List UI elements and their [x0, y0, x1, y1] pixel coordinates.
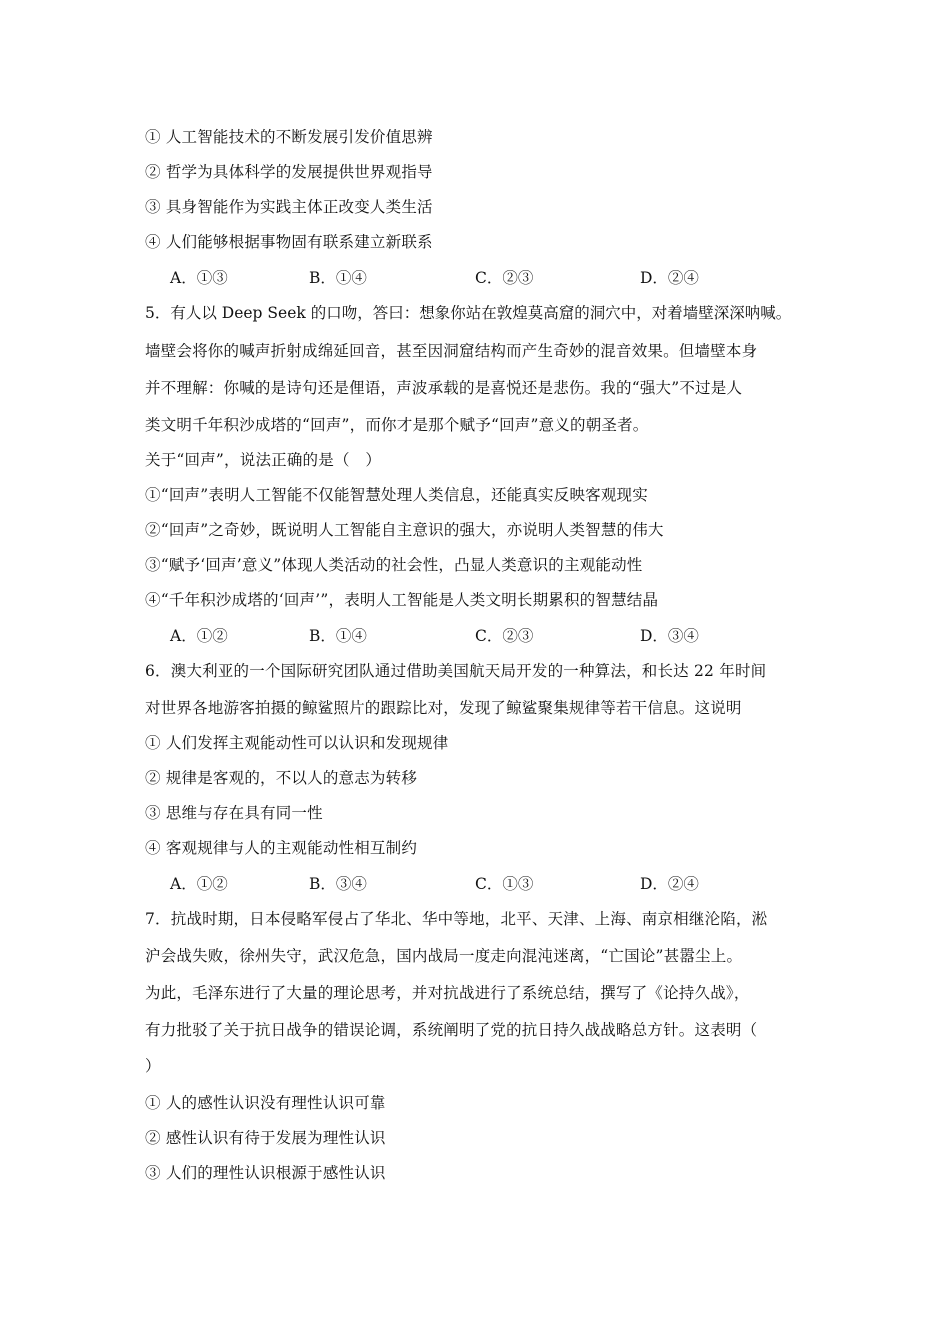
q7-text-line-2: 沪会战失败，徐州失守，武汉危急，国内战局一度走向混沌迷离，“亡国论”甚嚣尘上。 [145, 947, 743, 965]
q5-statement-1: ①“回声”表明人工智能不仅能智慧处理人类信息，还能真实反映客观现实 [145, 486, 648, 504]
q5-statement-2: ②“回声”之奇妙，既说明人工智能自主意识的强大，亦说明人类智慧的伟大 [145, 521, 664, 539]
q5-statement-4: ④“千年积沙成塔的‘回声’”，表明人工智能是人类文明长期累积的智慧结晶 [145, 591, 659, 609]
q6-text-line-2: 对世界各地游客拍摄的鲸鲨照片的跟踪比对，发现了鲸鲨聚集规律等若干信息。这说明 [145, 699, 742, 717]
q4-option-b: B．①④ [309, 269, 367, 287]
q5-text-line-4: 类文明千年积沙成塔的“回声”，而你才是那个赋予“回声”意义的朝圣者。 [145, 416, 649, 434]
q6-statement-3: ③ 思维与存在具有同一性 [145, 804, 323, 822]
q7-statement-2: ② 感性认识有待于发展为理性认识 [145, 1129, 386, 1147]
q7-statement-3: ③ 人们的理性认识根源于感性认识 [145, 1164, 386, 1182]
q6-option-a: A．①② [170, 875, 228, 893]
q7-text-line-3: 为此，毛泽东进行了大量的理论思考，并对抗战进行了系统总结，撰写了《论持久战》， [145, 984, 750, 1002]
q6-text-line-1: 6．澳大利亚的一个国际研究团队通过借助美国航天局开发的一种算法，和长达 22 年时间 [145, 662, 767, 680]
q7-text-line-1: 7．抗战时期，日本侵略军侵占了华北、华中等地，北平、天津、上海、南京相继沦陷，淞 [145, 910, 768, 928]
q5-option-a: A．①② [170, 627, 228, 645]
q7-text-line-4: 有力批驳了关于抗日战争的错误论调，系统阐明了党的抗日持久战战略总方针。这表明（ [145, 1021, 758, 1039]
q4-statement-3: ③ 具身智能作为实践主体正改变人类生活 [145, 198, 433, 216]
q6-option-c: C．①③ [475, 875, 534, 893]
q4-option-c: C．②③ [475, 269, 534, 287]
q5-text-line-2: 墙壁会将你的喊声折射成绵延回音，甚至因洞窟结构而产生奇妙的混音效果。但墙壁本身 [145, 342, 758, 360]
q6-option-d: D．②④ [640, 875, 699, 893]
q4-option-d: D．②④ [640, 269, 699, 287]
q4-statement-1: ① 人工智能技术的不断发展引发价值思辨 [145, 128, 433, 146]
q6-statement-1: ① 人们发挥主观能动性可以认识和发现规律 [145, 734, 449, 752]
q5-question: 关于“回声”，说法正确的是（ ） [145, 451, 382, 469]
q5-statement-3: ③“赋予‘回声’意义”体现人类活动的社会性，凸显人类意识的主观能动性 [145, 556, 643, 574]
q6-option-b: B．③④ [309, 875, 367, 893]
q5-option-b: B．①④ [309, 627, 367, 645]
q5-text-line-1: 5．有人以 Deep Seek 的口吻，答曰：想象你站在敦煌莫高窟的洞穴中，对着墙壁深深呐喊。 [145, 304, 792, 322]
q4-statement-2: ② 哲学为具体科学的发展提供世界观指导 [145, 163, 433, 181]
q6-statement-4: ④ 客观规律与人的主观能动性相互制约 [145, 839, 418, 857]
q7-statement-1: ① 人的感性认识没有理性认识可靠 [145, 1094, 386, 1112]
q4-option-a: A．①③ [170, 269, 228, 287]
q5-text-line-3: 并不理解：你喊的是诗句还是俚语，声波承载的是喜悦还是悲伤。我的“强大”不过是人 [145, 379, 743, 397]
q5-option-d: D．③④ [640, 627, 699, 645]
q5-option-c: C．②③ [475, 627, 534, 645]
q6-statement-2: ② 规律是客观的，不以人的意志为转移 [145, 769, 418, 787]
q4-statement-4: ④ 人们能够根据事物固有联系建立新联系 [145, 233, 433, 251]
q7-text-line-5: ） [145, 1057, 161, 1075]
